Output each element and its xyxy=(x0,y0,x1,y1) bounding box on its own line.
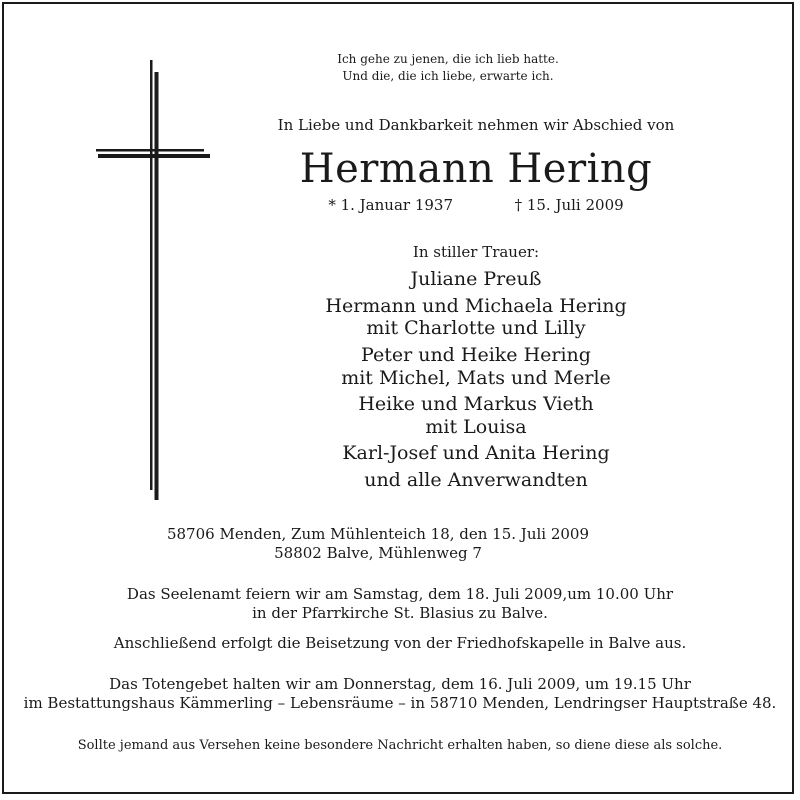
death-date: † 15. Juli 2009 xyxy=(514,196,624,214)
mourner-line: Juliane Preuß xyxy=(410,268,542,290)
motto-line-1: Ich gehe zu jenen, die ich lieb hatte. xyxy=(337,52,559,66)
mourner-line: Karl-Josef und Anita Hering xyxy=(342,442,610,464)
mourner-line: mit Louisa xyxy=(425,416,527,438)
mass-line-1: Das Seelenamt feiern wir am Samstag, dem 18. Juli 2009,um 10.00 Uhr xyxy=(126,585,674,603)
mourner-line: Heike und Markus Vieth xyxy=(358,393,594,415)
mourning-heading: In stiller Trauer: xyxy=(412,243,540,261)
life-dates xyxy=(76,196,800,214)
intro-text: In Liebe und Dankbarkeit nehmen wir Abschied von xyxy=(277,116,675,134)
mourner-line: Hermann und Michaela Hering xyxy=(325,295,627,317)
mourner-line: Peter und Heike Hering xyxy=(361,344,591,366)
prayer-line-2: im Bestattungshaus Kämmerling – Lebensräume – in 58710 Menden, Lendringser Hauptstraße 48. xyxy=(23,694,777,712)
birth-date: * 1. Januar 1937 xyxy=(328,196,453,214)
deceased-name: Hermann Hering xyxy=(299,146,653,192)
mourner-line: mit Michel, Mats und Merle xyxy=(341,367,611,389)
address-line-2: 58802 Balve, Mühlenweg 7 xyxy=(274,544,482,562)
mourner-line: und alle Anverwandten xyxy=(364,469,588,491)
mass-line-2: in der Pfarrkirche St. Blasius zu Balve. xyxy=(252,604,548,622)
burial-text: Anschließend erfolgt die Beisetzung von der Friedhofskapelle in Balve aus. xyxy=(113,634,687,652)
footer-note: Sollte jemand aus Versehen keine besondere Nachricht erhalten haben, so diene diese als solche. xyxy=(77,738,723,753)
prayer-line-1: Das Totengebet halten wir am Donnerstag, dem 16. Juli 2009, um 19.15 Uhr xyxy=(109,675,691,693)
motto-line-2: Und die, die ich liebe, erwarte ich. xyxy=(342,69,554,83)
address-line-1: 58706 Menden, Zum Mühlenteich 18, den 15. Juli 2009 xyxy=(166,525,590,543)
mourner-line: mit Charlotte und Lilly xyxy=(366,317,586,339)
